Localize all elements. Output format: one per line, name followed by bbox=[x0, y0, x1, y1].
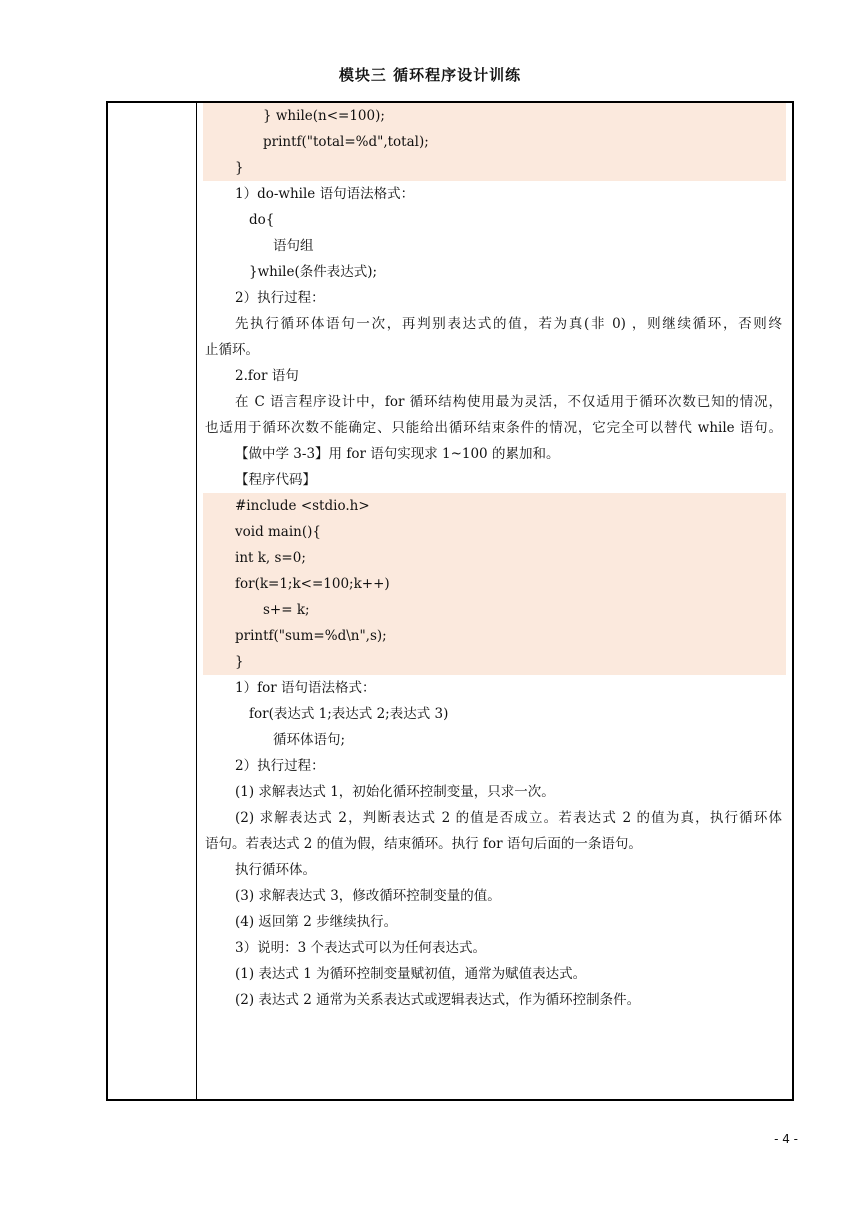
code-line: int k, s=0; bbox=[235, 550, 306, 566]
code-line: } bbox=[235, 654, 244, 670]
code-block-for-example bbox=[203, 493, 786, 675]
for-intro-text: 也适用于循环次数不能确定、只能给出循环结束条件的情况，它完全可以替代 while 语句。 bbox=[205, 420, 782, 436]
content-table bbox=[106, 101, 794, 1101]
code-line: } bbox=[235, 160, 244, 176]
code-block-while-tail bbox=[203, 103, 786, 181]
code-line: s+= k; bbox=[263, 602, 310, 618]
example-heading: 【做中学 3-3】用 for 语句实现求 1~100 的累加和。 bbox=[235, 446, 560, 462]
for-process-step: 语句。若表达式 2 的值为假，结束循环。执行 for 语句后面的一条语句。 bbox=[205, 836, 642, 852]
for-process-step: (1) 求解表达式 1，初始化循环控制变量，只求一次。 bbox=[235, 784, 555, 800]
code-line: printf("total=%d",total); bbox=[263, 134, 429, 150]
notes-title: 3）说明：3 个表达式可以为任何表达式。 bbox=[235, 940, 486, 956]
code-line: void main(){ bbox=[235, 524, 321, 540]
code-label: 【程序代码】 bbox=[235, 472, 316, 488]
dowhile-syntax-line: }while(条件表达式); bbox=[249, 264, 378, 280]
for-syntax-line: 循环体语句; bbox=[273, 732, 346, 748]
for-syntax-title: 1）for 语句语法格式： bbox=[235, 680, 376, 696]
for-process-step: (3) 求解表达式 3，修改循环控制变量的值。 bbox=[235, 888, 501, 904]
dowhile-process-text: 止循环。 bbox=[205, 342, 259, 358]
dowhile-syntax-line: 语句组 bbox=[273, 238, 314, 254]
dowhile-process-title: 2）执行过程： bbox=[235, 290, 325, 306]
code-line: printf("sum=%d\n",s); bbox=[235, 628, 387, 644]
for-process-step: 执行循环体。 bbox=[235, 862, 316, 878]
dowhile-syntax-title: 1）do-while 语句语法格式： bbox=[235, 186, 415, 202]
for-syntax-line: for(表达式 1;表达式 2;表达式 3) bbox=[249, 706, 449, 722]
dowhile-process-text: 先执行循环体语句一次，再判别表达式的值，若为真(非 0) ，则继续循环，否则终 bbox=[235, 316, 782, 332]
for-process-title: 2）执行过程： bbox=[235, 758, 325, 774]
table-content-cell bbox=[197, 103, 792, 1013]
page-number: - 4 - bbox=[774, 1132, 798, 1146]
for-process-step: (4) 返回第 2 步继续执行。 bbox=[235, 914, 398, 930]
for-intro-text: 在 C 语言程序设计中，for 循环结构使用最为灵活，不仅适用于循环次数已知的情况， bbox=[235, 394, 782, 410]
page-header-title: 模块三 循环程序设计训练 bbox=[338, 66, 522, 84]
note-item: (1) 表达式 1 为循环控制变量赋初值，通常为赋值表达式。 bbox=[235, 966, 587, 982]
code-line: #include <stdio.h> bbox=[235, 498, 370, 514]
note-item: (2) 表达式 2 通常为关系表达式或逻辑表达式，作为循环控制条件。 bbox=[235, 992, 641, 1008]
for-section-title: 2.for 语句 bbox=[235, 368, 299, 384]
code-line: for(k=1;k<=100;k++) bbox=[235, 576, 390, 592]
code-line: } while(n<=100); bbox=[263, 108, 385, 124]
dowhile-syntax-line: do{ bbox=[249, 212, 275, 228]
for-process-step: (2) 求解表达式 2，判断表达式 2 的值是否成立。若表达式 2 的值为真，执行循环体 bbox=[235, 810, 782, 826]
